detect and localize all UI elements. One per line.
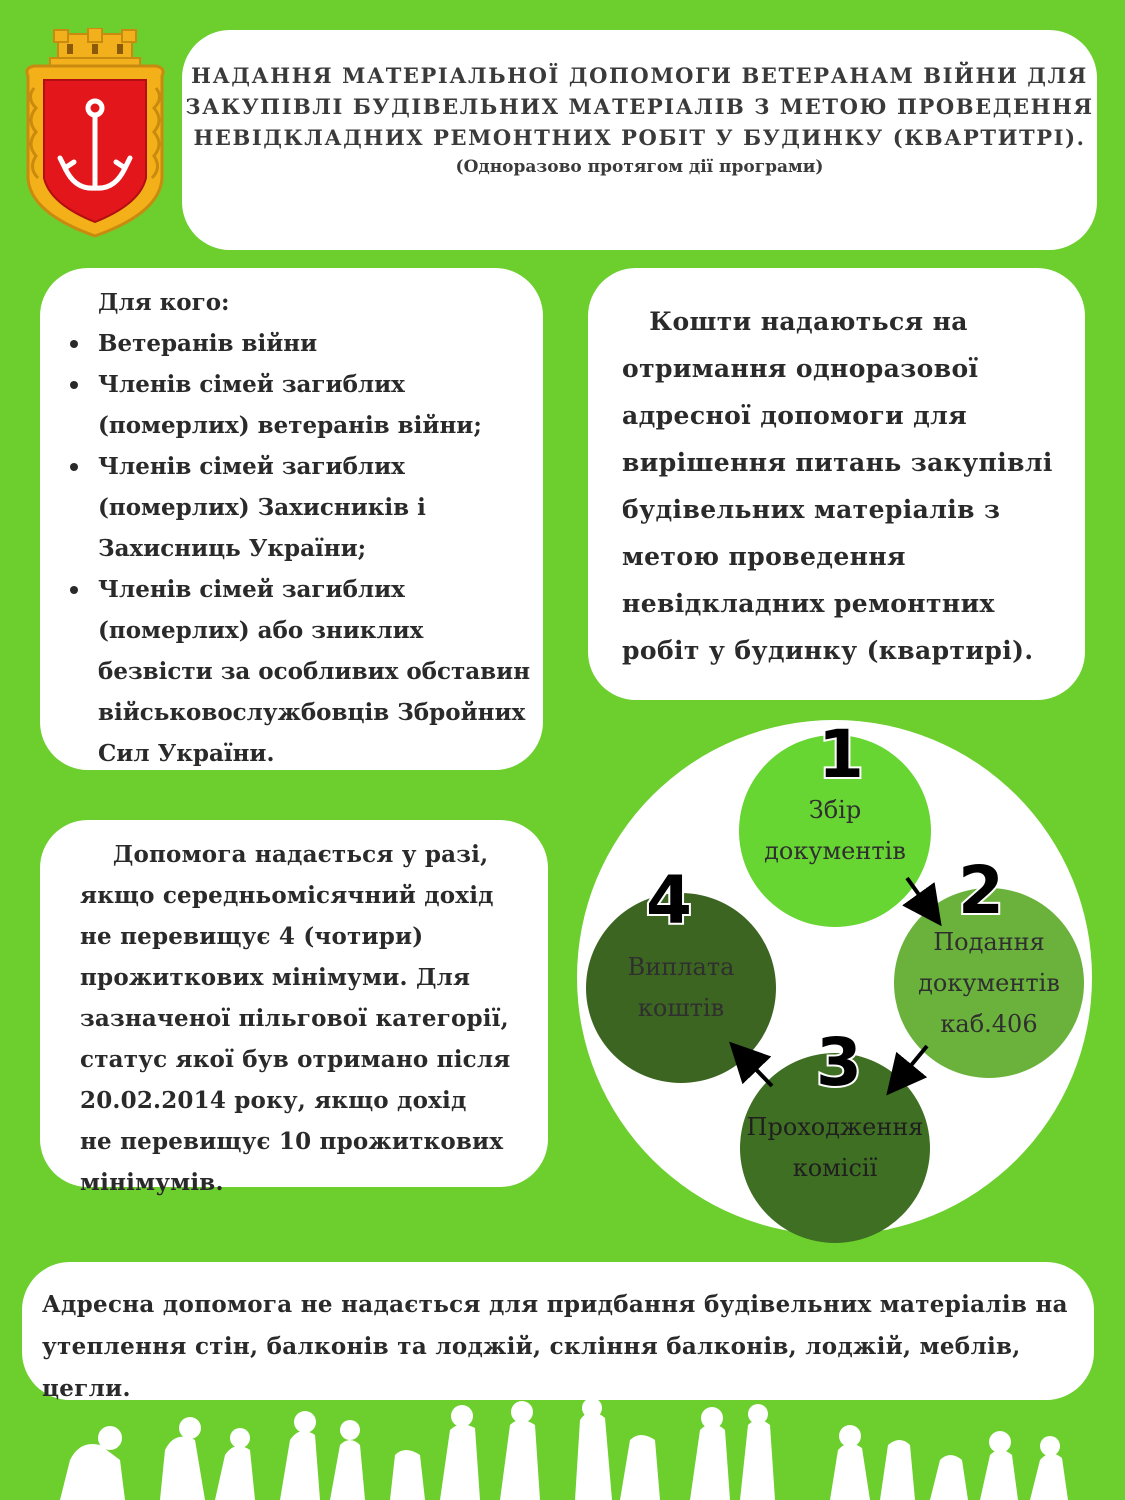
condition-line: якщо середньомісячний дохід bbox=[80, 882, 494, 909]
condition-line: прожиткових мінімуми. Для bbox=[80, 964, 471, 991]
list-item bbox=[98, 364, 543, 446]
step-label: каб.406 bbox=[940, 1009, 1038, 1038]
arrow-3-to-4 bbox=[743, 1056, 772, 1086]
condition-line: не перевищує 4 (чотири) bbox=[80, 923, 424, 950]
list-item-line: Членів сімей загиблих bbox=[98, 453, 405, 480]
title-line-1: НАДАННЯ МАТЕРІАЛЬНОЇ ДОПОМОГИ ВЕТЕРАНАМ ВІЙНИ ДЛЯ bbox=[191, 63, 1088, 88]
income-condition-card bbox=[40, 820, 548, 1196]
list-item bbox=[98, 323, 543, 364]
funds-line: робіт у будинку (квартирі). bbox=[622, 636, 1034, 665]
eligibility-heading: Для кого: bbox=[98, 289, 230, 316]
list-item-line: Членів сімей загиблих bbox=[98, 371, 405, 398]
process-arrows bbox=[577, 716, 1092, 1235]
title-card bbox=[182, 30, 1097, 250]
step-number-2: 2 bbox=[958, 852, 1004, 929]
funds-line: невідкладних ремонтних bbox=[622, 589, 995, 618]
condition-line: Допомога надається у разі, bbox=[80, 841, 489, 868]
note-line-1: Адресна допомога не надається для придбання будівельних матеріалів на bbox=[42, 1291, 1068, 1318]
arrow-2-to-3 bbox=[899, 1046, 927, 1080]
step-number-4: 4 bbox=[646, 862, 692, 939]
list-item-line: Ветеранів війни bbox=[98, 330, 318, 357]
coat-of-arms-icon bbox=[20, 28, 170, 240]
list-item-line: (померлих) або зниклих bbox=[98, 617, 424, 644]
list-item-line: безвісти за особливих обставин bbox=[98, 658, 531, 685]
funds-line: адресної допомоги для bbox=[622, 401, 968, 430]
title-line-3: НЕВІДКЛАДНИХ РЕМОНТНИХ РОБІТ У БУДИНКУ (КВАРТИТРІ). bbox=[193, 125, 1086, 150]
funds-card bbox=[588, 268, 1085, 700]
soldier-silhouettes-icon bbox=[0, 1400, 1125, 1500]
step-number-3: 3 bbox=[816, 1024, 862, 1101]
condition-line: статус якої був отримано після bbox=[80, 1046, 511, 1073]
step-label: Подання bbox=[933, 927, 1045, 956]
step-label: Виплата bbox=[627, 953, 735, 981]
step-label: документів bbox=[918, 968, 1060, 997]
step-label: Проходження bbox=[746, 1113, 924, 1141]
condition-line: зазначеної пільгової категорії, bbox=[80, 1005, 509, 1032]
title-subtitle: (Одноразово протягом дії програми) bbox=[455, 157, 824, 177]
note-line-2: утеплення стін, балконів та лоджій, скління балконів, лоджій, меблів, цегли. bbox=[42, 1333, 1021, 1402]
condition-line: 20.02.2014 року, якщо дохід bbox=[80, 1087, 467, 1114]
list-item-line: Сил України. bbox=[98, 740, 275, 767]
list-item bbox=[98, 446, 543, 569]
step-label: Збір bbox=[808, 796, 862, 824]
step-number-1: 1 bbox=[818, 716, 864, 793]
eligibility-card bbox=[40, 268, 543, 770]
condition-line: не перевищує 10 прожиткових bbox=[80, 1128, 504, 1155]
title-line-2: ЗАКУПІВЛІ БУДІВЕЛЬНИХ МАТЕРІАЛІВ З МЕТОЮ ПРОВЕДЕННЯ bbox=[185, 94, 1094, 119]
list-item-line: (померлих) Захисників і bbox=[98, 494, 426, 521]
arrow-1-to-2 bbox=[907, 878, 930, 910]
list-item-line: Членів сімей загиблих bbox=[98, 576, 405, 603]
step-label: документів bbox=[764, 837, 906, 865]
funds-line: Кошти надаються на bbox=[622, 307, 968, 336]
condition-line: мінімумів. bbox=[80, 1169, 224, 1196]
funds-line: будівельних матеріалів з bbox=[622, 495, 1001, 524]
list-item-line: військовослужбовців Збройних bbox=[98, 699, 526, 726]
exclusions-note-card bbox=[22, 1262, 1094, 1400]
funds-line: метою проведення bbox=[622, 542, 906, 571]
funds-line: вирішення питань закупівлі bbox=[622, 448, 1053, 477]
list-item bbox=[98, 569, 543, 774]
eligibility-list bbox=[98, 323, 543, 774]
funds-line: отримання одноразової bbox=[622, 354, 979, 383]
list-item-line: Захисниць України; bbox=[98, 535, 367, 562]
step-label: коштів bbox=[637, 994, 725, 1022]
list-item-line: (померлих) ветеранів війни; bbox=[98, 412, 482, 439]
step-label: комісії bbox=[792, 1154, 878, 1182]
